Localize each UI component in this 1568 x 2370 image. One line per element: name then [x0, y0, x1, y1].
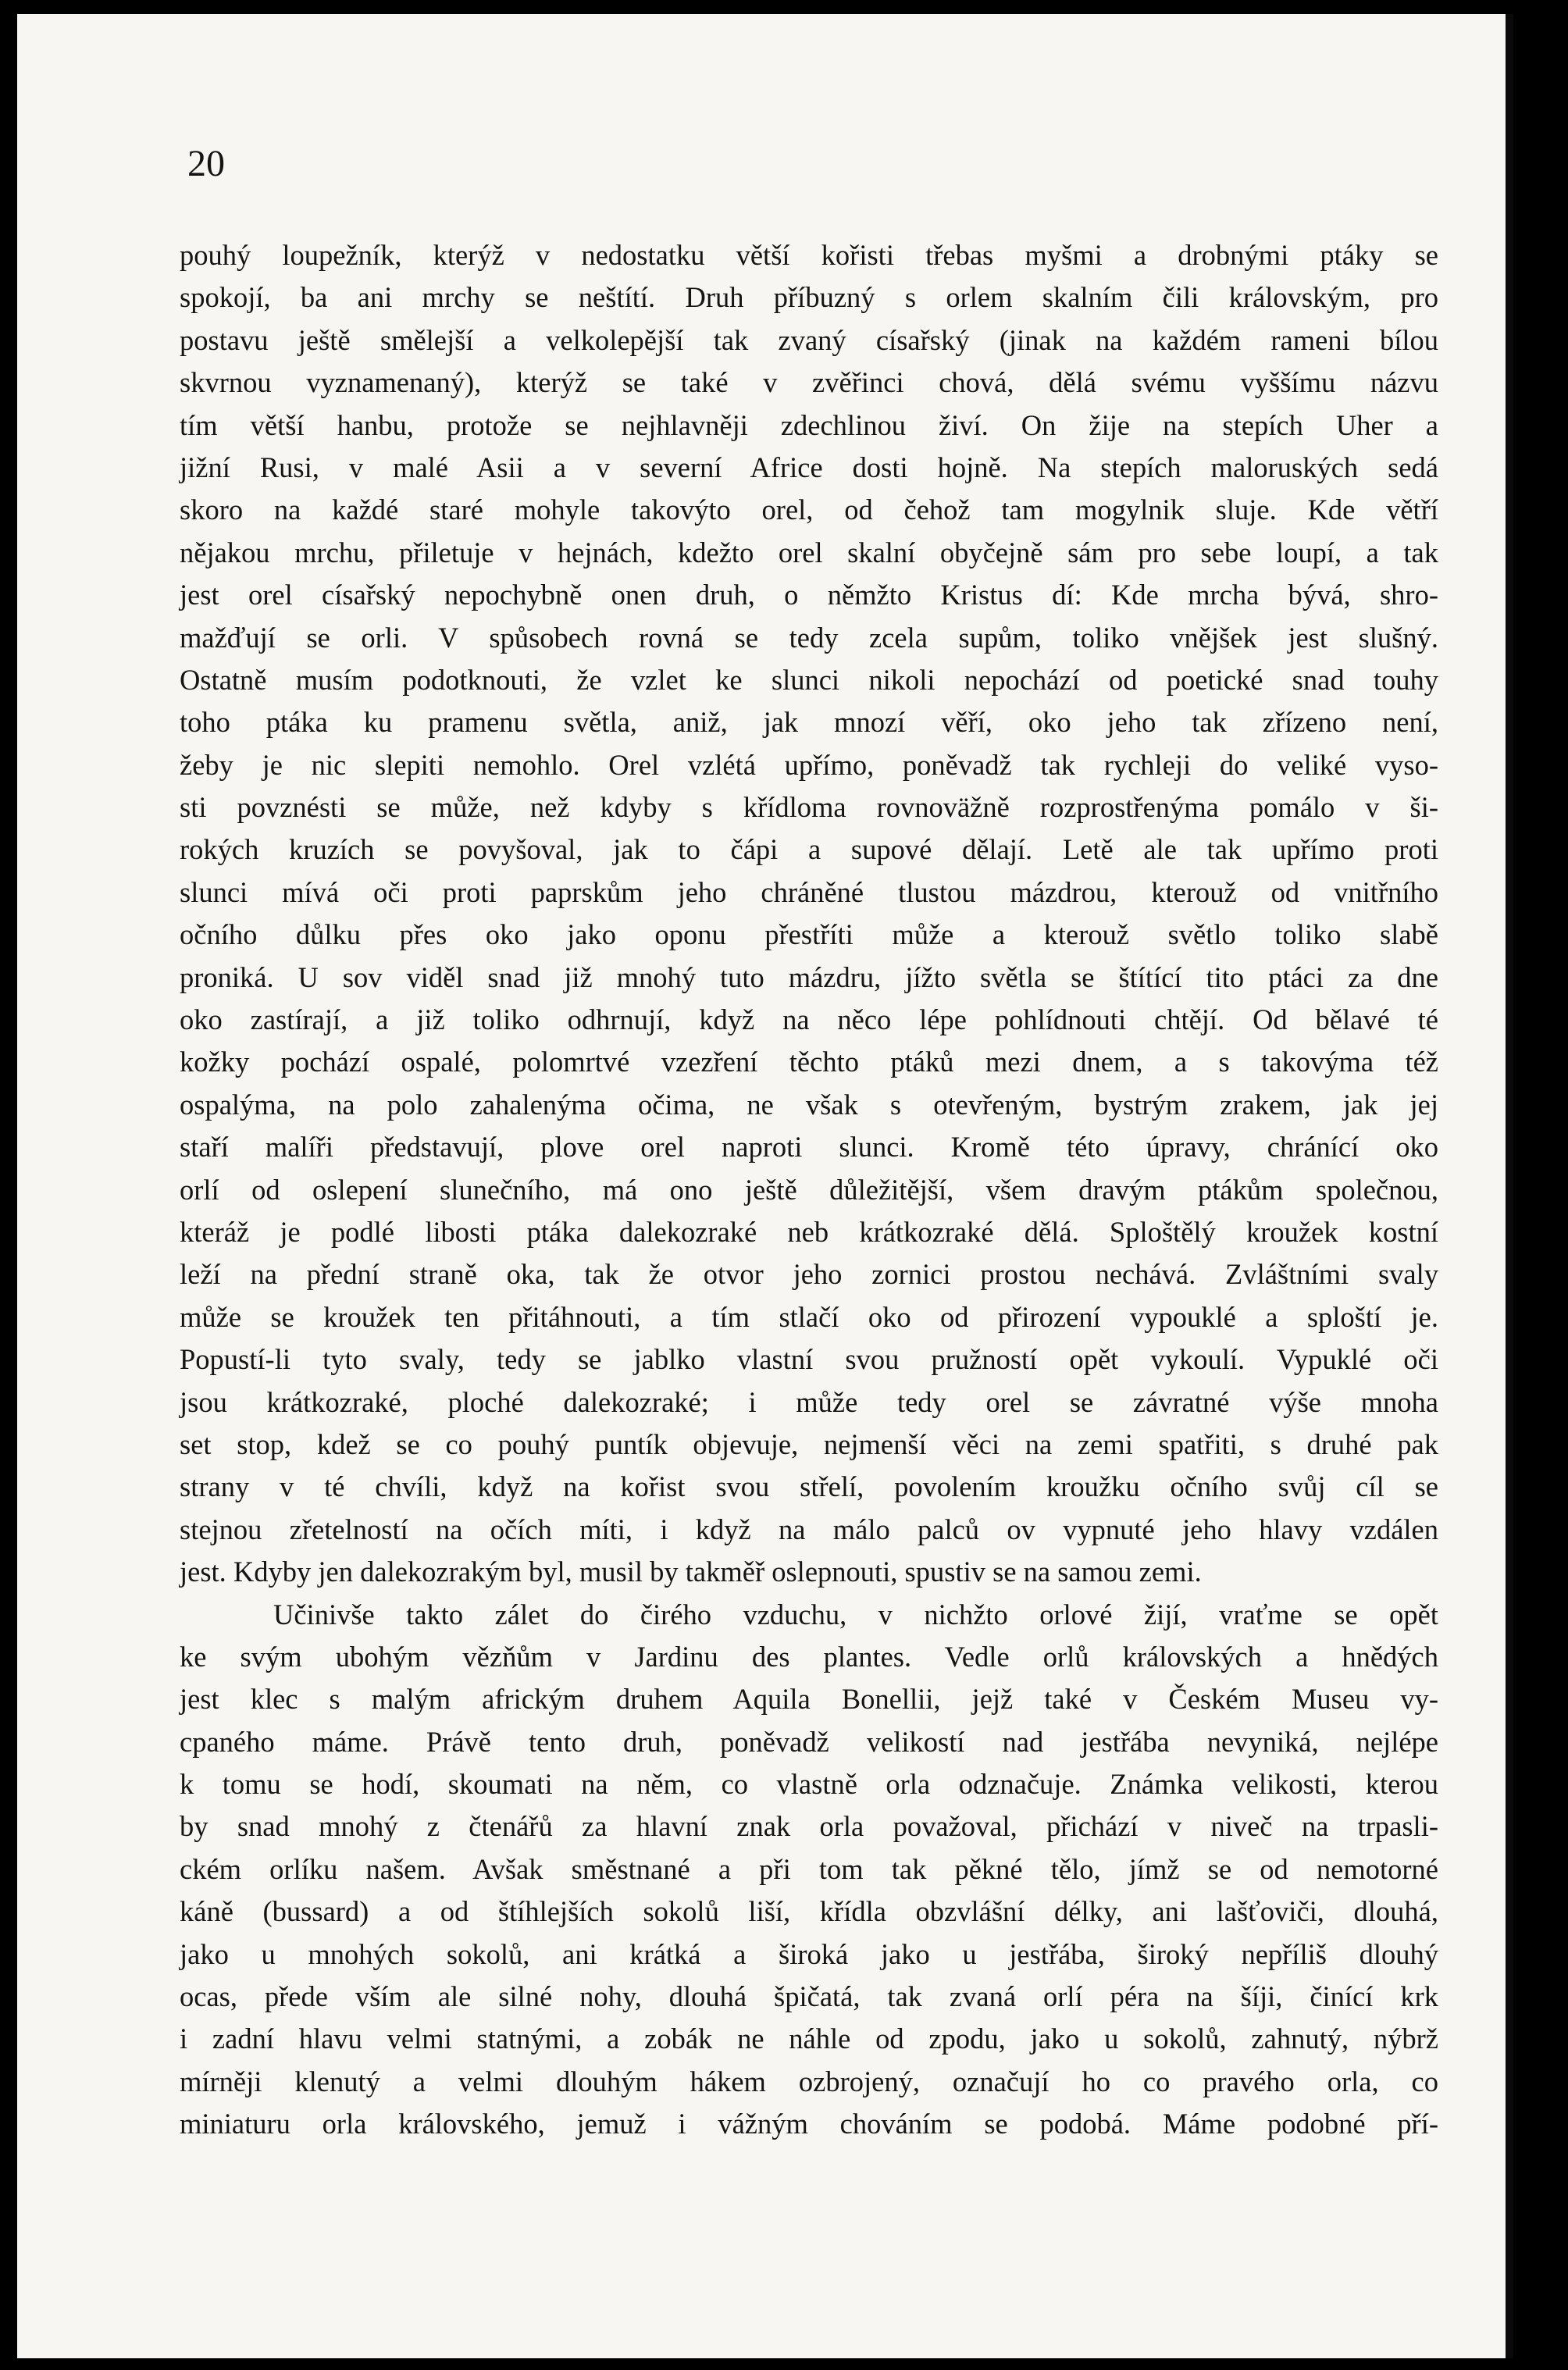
text-line: jsou krátkozraké, ploché dalekozraké; i může tedy orel se závratné výše mnoha — [180, 1385, 1438, 1418]
text-line: proniká. U sov viděl snad již mnohý tuto mázdru, jížto světla se štítící tito ptáci za dne — [180, 960, 1438, 993]
text-line: rokých kruzích se povyšoval, jak to čápi a supové dělají. Letě ale tak upřímo proti — [180, 833, 1438, 866]
text-line: kožky pochází ospalé, polomrtvé vzezření těchto ptáků mezi dnem, a s takovýma též — [180, 1046, 1438, 1078]
text-line: Popustí-li tyto svaly, tedy se jablko vlastní svou pružností opět vykoulí. Vypuklé oči — [180, 1343, 1438, 1376]
text-line: postavu ještě smělejší a velkolepější tak zvaný císařský (jinak na každém rameni bílou — [180, 323, 1438, 356]
text-line: jižní Rusi, v malé Asii a v severní Africe dosti hojně. Na stepích maloruských sedá — [180, 451, 1438, 483]
text-line: žeby je nic slepiti nemohlo. Orel vzlétá upřímo, poněvadž tak rychleji do veliké vyso- — [180, 748, 1438, 781]
text-line: skvrnou vyznamenaný), kterýž se také v zvěřinci chová, dělá svému vyššímu názvu — [180, 366, 1438, 399]
text-line: toho ptáka ku pramenu světla, aniž, jak mnozí věří, oko jeho tak zřízeno není, — [180, 706, 1438, 739]
text-line: slunci mívá oči proti paprskům jeho chráněné tlustou mázdrou, kterouž od vnitřního — [180, 875, 1438, 908]
text-line: cpaného máme. Právě tento druh, poněvadž velikostí nad jestřába nevyniká, nejlépe — [180, 1725, 1438, 1758]
text-line — [166, 2146, 1438, 2188]
text-line: jest. Kdyby jen dalekozrakým byl, musil by takměř oslepnouti, spustiv se na samou zemi. — [180, 1556, 1202, 1588]
text-line: káně (bussard) a od štíhlejších sokolů liší, křídla obzvlášní délky, ani lašťoviči, dlouhá, — [180, 1895, 1438, 1928]
text-line: stejnou zřetelností na očích míti, i když na málo palců ov vypnuté jeho hlavy vzdálen — [180, 1513, 1438, 1545]
text-line: očního důlku přes oko jako oponu přestříti může a kterouž světlo toliko slabě — [180, 918, 1438, 951]
page-number: 20 — [187, 143, 225, 184]
text-line: ckém orlíku našem. Avšak směstnané a při tom tak pěkné tělo, jímž se od nemotorné — [180, 1852, 1438, 1885]
text-line: jako u mnohých sokolů, ani krátká a široká jako u jestřába, široký nepříliš dlouhý — [180, 1937, 1438, 1970]
text-line: nějakou mrchu, přiletuje v hejnách, kdežto orel skalní obyčejně sám pro sebe loupí, a tak — [180, 536, 1438, 568]
text-line: strany v té chvíli, když na kořist svou střelí, povolením kroužku očního svůj cíl se — [180, 1470, 1438, 1503]
page-edge-shadow — [1506, 14, 1513, 2358]
text-line: kteráž je podlé libosti ptáka dalekozraké neb krátkozraké dělá. Sploštělý kroužek kostní — [180, 1215, 1438, 1248]
text-line: ocas, přede vším ale silné nohy, dlouhá špičatá, tak zvaná orlí péra na šíji, činící krk — [180, 1980, 1438, 2013]
text-line: sti povznésti se může, než kdyby s křídloma rovnoväžně rozprostřenýma pomálo v ši- — [180, 791, 1438, 824]
text-line: staří malíři představují, plove orel naproti slunci. Kromě této úpravy, chránící oko — [180, 1131, 1438, 1164]
text-line: k tomu se hodí, skoumati na něm, co vlastně orla odznačuje. Známka velikosti, kterou — [180, 1768, 1438, 1801]
text-line: jest klec s malým africkým druhem Aquila Bonellii, jejž také v Českém Museu vy- — [180, 1683, 1438, 1716]
text-line: i zadní hlavu velmi statnými, a zobák ne náhle od zpodu, jako u sokolů, zahnutý, nýbrž — [180, 2023, 1438, 2055]
text-line: by snad mnohý z čtenářů za hlavní znak orla považoval, přichází v niveč na trpasli- — [180, 1810, 1438, 1843]
text-line: spokojí, ba ani mrchy se neštítí. Druh příbuzný s orlem skalním čili královským, pro — [180, 281, 1438, 314]
text-line: pouhý loupežník, kterýž v nedostatku větší kořisti třebas myšmi a drobnými ptáky se — [180, 239, 1438, 271]
text-line: tím větší hanbu, protože se nejhlavněji zdechlinou živí. On žije na stepích Uher a — [180, 408, 1438, 441]
text-line: miniaturu orla královského, jemuž i vážným chováním se podobá. Máme podobné pří- — [180, 2108, 1438, 2140]
text-line: Učinivše takto zálet do čirého vzduchu, v nichžto orlové žijí, vraťme se opět — [273, 1598, 1438, 1630]
text-line: mírněji klenutý a velmi dlouhým hákem ozbrojený, označují ho co pravého orla, co — [180, 2065, 1438, 2097]
book-page — [17, 14, 1513, 2358]
text-line: jest orel císařský nepochybně onen druh, o němžto Kristus dí: Kde mrcha bývá, shro- — [180, 579, 1438, 611]
text-line: orlí od oslepení slunečního, má ono ještě důležitější, všem dravým ptákům společnou, — [180, 1173, 1438, 1206]
text-line: ke svým ubohým vězňům v Jardinu des plantes. Vedle orlů královských a hnědých — [180, 1640, 1438, 1673]
body-text — [180, 234, 1438, 2188]
text-line: leží na přední straně oka, tak že otvor jeho zornici prostou nechává. Zvláštními svaly — [180, 1258, 1438, 1291]
text-line: oko zastírají, a již toliko odhrnují, když na něco lépe pohlídnouti chtějí. Od bělavé té — [180, 1003, 1438, 1036]
text-line: skoro na každé staré mohyle takovýto orel, od čehož tam mogylnik sluje. Kde větří — [180, 494, 1438, 526]
text-line: Ostatně musím podotknouti, že vzlet ke slunci nikoli nepochází od poetické snad touhy — [180, 663, 1438, 696]
text-line: set stop, kdež se co pouhý puntík objevuje, nejmenší věci na zemi spatřiti, s druhé pak — [180, 1427, 1438, 1460]
text-line: ospalýma, na polo zahalenýma očima, ne však s otevřeným, bystrým zrakem, jak jej — [180, 1088, 1438, 1121]
text-line: mažďují se orli. V spůsobech rovná se tedy zcela supům, toliko vnějšek jest slušný. — [180, 621, 1438, 654]
text-line: může se kroužek ten přitáhnouti, a tím stlačí oko od přirození vypouklé a sploští je. — [180, 1300, 1438, 1333]
